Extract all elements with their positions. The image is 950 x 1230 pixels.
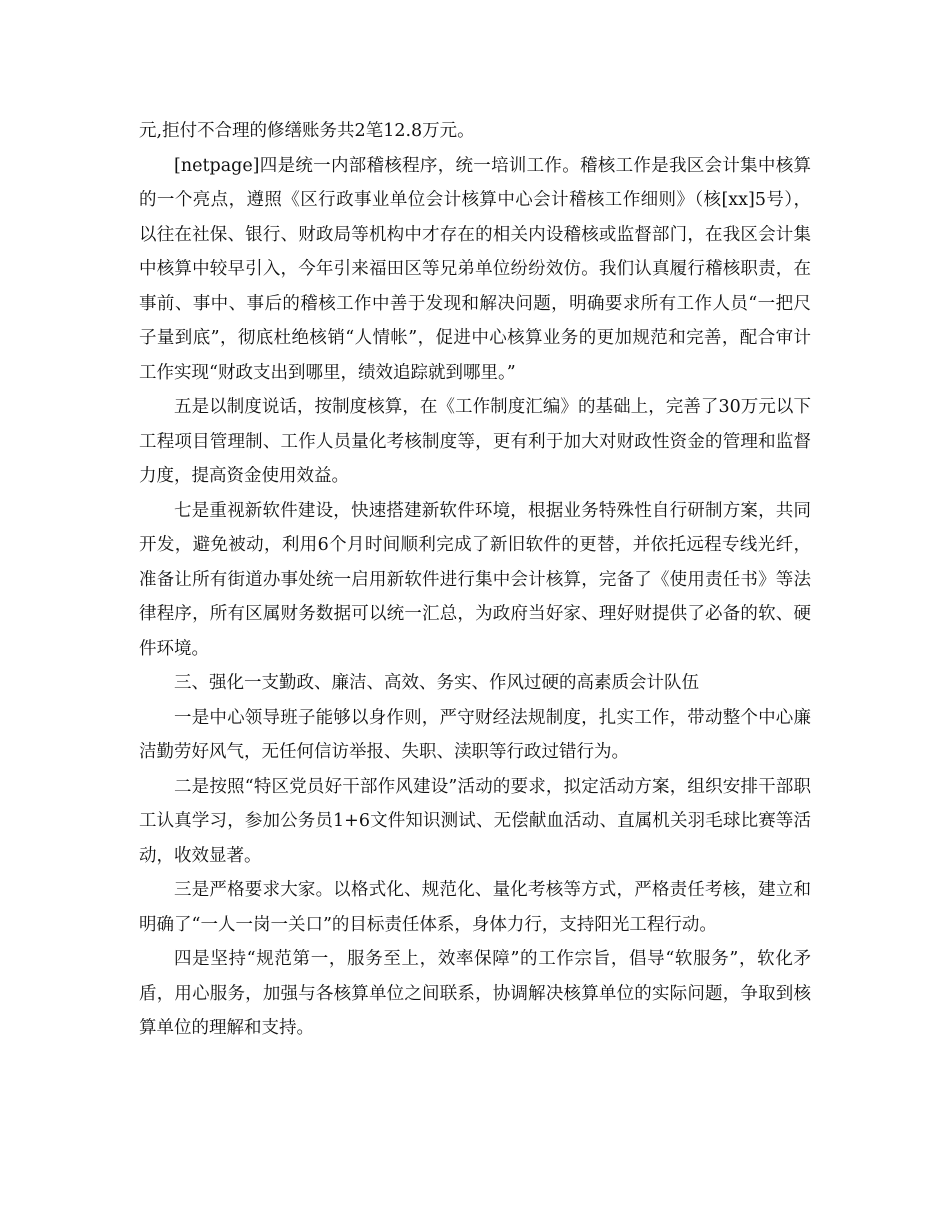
- paragraph-continuation: 元,拒付不合理的修缮账务共2笔12.8万元。: [139, 121, 475, 141]
- paragraph: 四是坚持“规范第一，服务至上，效率保障”的工作宗旨，倡导“软服务”，软化矛盾，用心服务，加强与各核算单位之间联系，协调解决核算单位的实际问题，争取到核算单位的理解和支持。: [139, 949, 811, 1038]
- paragraph: 二是按照“特区党员好干部作风建设”活动的要求，拟定活动方案，组织安排干部职工认真学习，参加公务员1+6文件知识测试、无偿献血活动、直属机关羽毛球比赛等活动，收效显著。: [139, 776, 811, 866]
- paragraph: 三是严格要求大家。以格式化、规范化、量化考核等方式，严格责任考核，建立和明确了“一人一岗一关口”的目标责任体系，身体力行，支持阳光工程行动。: [139, 880, 811, 935]
- paragraph: 五是以制度说话，按制度核算，在《工作制度汇编》的基础上，完善了30万元以下工程项目管理制、工作人员量化考核制度等，更有利于加大对财政性资金的管理和监督力度，提高资金使用效益。: [139, 397, 811, 486]
- document-body: [139, 114, 811, 1046]
- section-heading: 三、强化一支勤政、廉洁、高效、务实、作风过硬的高素质会计队伍: [174, 673, 699, 693]
- paragraph: [netpage]四是统一内部稽核程序，统一培训工作。稽核工作是我区会计集中核算的一个亮点，遵照《区行政事业单位会计核算中心会计稽核工作细则》（核[xx]5号），以往在社保、银行、财政局等机构中才存在的相关内设稽核或监督部门，在我区会计集中核算中较早引入，今年引来福田区等兄弟单位纷纷效仿。我们认真履行稽核职责，在事前、事中、事后的稽核工作中善于发现和解决问题，明确要求所有工作人员“一把尺子量到底”，彻底杜绝核销“人情帐”，促进中心核算业务的更加规范和完善，配合审计工作实现“财政支出到哪里，绩效追踪就到哪里。”: [139, 155, 811, 383]
- paragraph: 一是中心领导班子能够以身作则，严守财经法规制度，扎实工作，带动整个中心廉洁勤劳好风气，无任何信访举报、失职、渎职等行政过错行为。: [139, 707, 811, 762]
- paragraph: 七是重视新软件建设，快速搭建新软件环境，根据业务特殊性自行研制方案，共同开发，避免被动，利用6个月时间顺利完成了新旧软件的更替，并依托远程专线光纤，准备让所有街道办事处统一启用新软件进行集中会计核算，完备了《使用责任书》等法律程序，所有区属财务数据可以统一汇总，为政府当好家、理好财提供了必备的软、硬件环境。: [139, 500, 811, 659]
